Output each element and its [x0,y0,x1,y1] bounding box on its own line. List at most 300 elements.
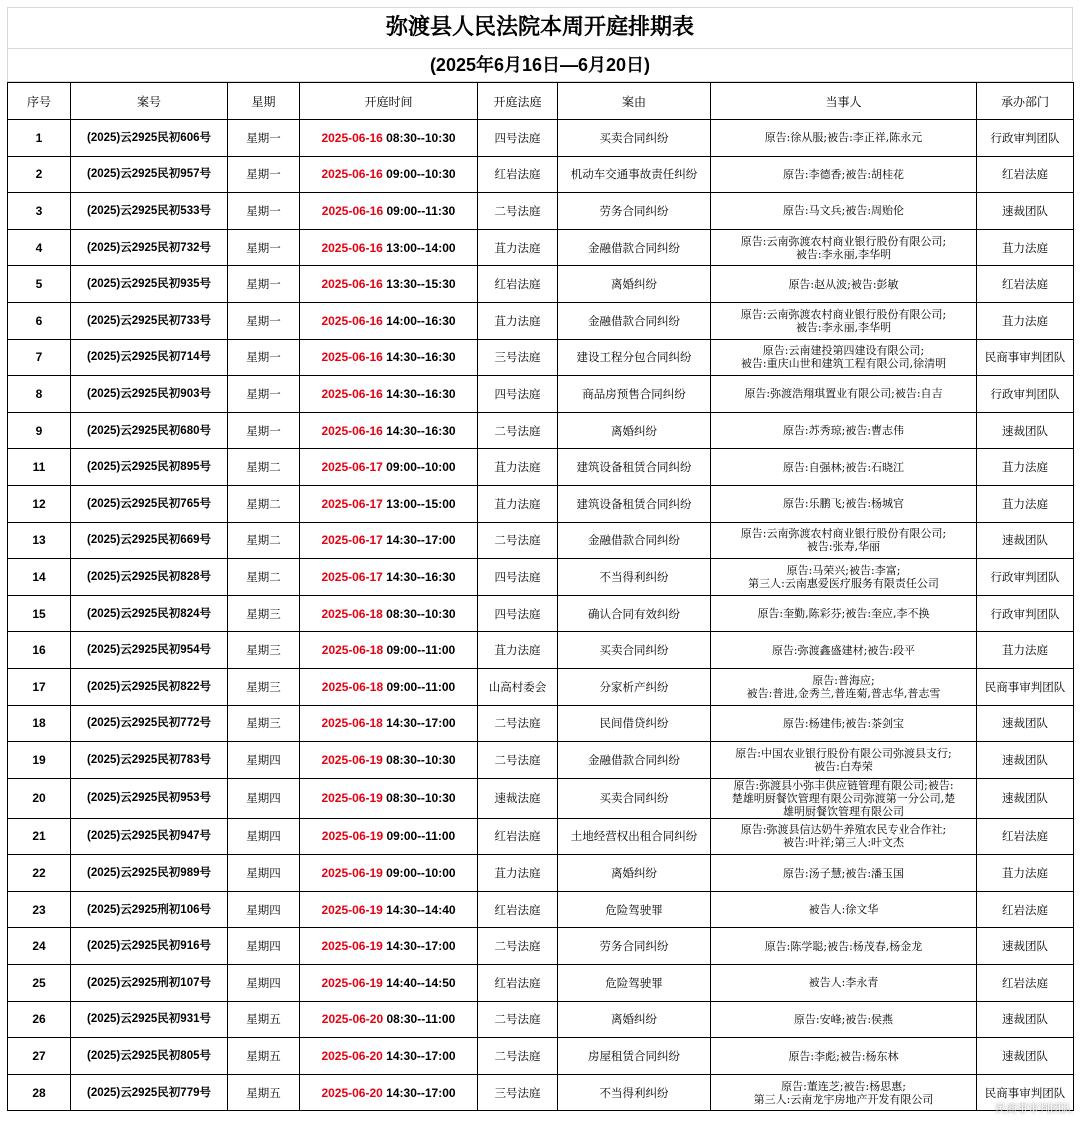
hearing-date: 2025-06-16 [321,423,383,438]
case-number: (2025)云2925民初772号 [71,705,228,742]
case-number: (2025)云2925民初828号 [71,559,228,596]
department: 苴力法庭 [977,485,1074,522]
case-cause: 劳务合同纠纷 [558,928,711,965]
hearing-hours: 13:30--15:30 [386,277,456,292]
row-number: 15 [8,595,71,632]
courtroom: 苴力法庭 [478,632,558,669]
case-number: (2025)云2925民初783号 [71,742,228,779]
hearing-time [300,302,478,339]
row-number: 23 [8,891,71,928]
party-line: 被告:重庆山世和建筑工程有限公司,徐清明 [740,357,947,371]
hearing-hours: 08:30--10:30 [386,752,456,767]
row-number: 7 [8,339,71,376]
table-row [8,778,1074,818]
party-line: 原告:云南建投第四建设有限公司; [762,344,925,358]
parties [711,742,977,779]
party-line: 原告:弥渡浩翔琪置业有限公司;被告:自吉 [744,387,943,401]
hearing-hours: 13:00--15:00 [386,496,456,511]
hearing-date: 2025-06-18 [321,606,383,621]
hearing-hours: 14:30--16:30 [386,569,456,584]
table-row [8,855,1074,892]
hearing-hours: 14:30--16:30 [386,386,456,401]
party-line: 原告:奎勤,陈彩芬;被告:奎应,李不换 [757,607,930,621]
department: 速裁团队 [977,778,1074,818]
party-line: 被告:李永丽,李华明 [795,247,892,261]
weekday: 星期一 [228,376,300,413]
case-cause: 危险驾驶罪 [558,965,711,1002]
party-line: 原告:李德香;被告:胡桂花 [782,167,905,181]
case-cause: 离婚纠纷 [558,412,711,449]
party-line: 被告:张寿,华丽 [806,540,881,554]
hearing-date: 2025-06-19 [321,829,384,844]
row-number: 28 [8,1074,71,1111]
page-subtitle: (2025年6月16日—6月20日) [7,48,1073,82]
case-number: (2025)云2925民初669号 [71,522,228,559]
row-number: 12 [8,485,71,522]
hearing-time [300,668,478,705]
department: 速裁团队 [977,742,1074,779]
parties [711,778,977,818]
case-cause: 建设工程分包合同纠纷 [558,339,711,376]
courtroom: 苴力法庭 [478,229,558,266]
hearing-date: 2025-06-17 [321,569,383,584]
parties [711,339,977,376]
table-row [8,485,1074,522]
hearing-hours: 08:30--10:30 [386,791,456,806]
column-header: 开庭法庭 [478,83,558,120]
case-number: (2025)云2925民初805号 [71,1038,228,1075]
hearing-date: 2025-06-16 [321,277,383,292]
hearing-date: 2025-06-19 [321,939,383,954]
courtroom: 四号法庭 [478,595,558,632]
hearing-time [300,376,478,413]
weekday: 星期一 [228,302,300,339]
party-line: 原告:马文兵;被告:周贻伦 [782,204,905,218]
table-row [8,891,1074,928]
row-number: 11 [8,449,71,486]
hearing-hours: 09:00--10:00 [386,866,456,881]
parties [711,485,977,522]
courtroom: 二号法庭 [478,193,558,230]
weekday: 星期三 [228,632,300,669]
table-row [8,522,1074,559]
column-header: 序号 [8,83,71,120]
case-cause: 买卖合同纠纷 [558,120,711,157]
weekday: 星期一 [228,339,300,376]
table-row [8,1038,1074,1075]
party-line: 原告:陈学聪;被告:杨茂春,杨金龙 [764,939,923,953]
weekday: 星期一 [228,229,300,266]
hearing-hours: 13:00--14:00 [386,240,456,255]
case-cause: 机动车交通事故责任纠纷 [558,156,711,193]
hearing-hours: 14:30--17:00 [386,939,456,954]
hearing-hours: 14:30--14:40 [386,902,456,917]
table-row [8,229,1074,266]
party-line: 被告人:徐文华 [808,903,879,917]
case-cause: 买卖合同纠纷 [558,632,711,669]
row-number: 19 [8,742,71,779]
column-header: 案号 [71,83,228,120]
courtroom: 山高村委会 [478,668,558,705]
weekday: 星期三 [228,595,300,632]
row-number: 6 [8,302,71,339]
courtroom: 二号法庭 [478,412,558,449]
party-line: 原告:汤子慧;被告:潘玉国 [782,866,905,880]
party-line: 被告:叶祥;第三人:叶文杰 [782,836,905,850]
parties [711,266,977,303]
courtroom: 红岩法庭 [478,156,558,193]
hearing-time [300,559,478,596]
case-number: (2025)云2925民初935号 [71,266,228,303]
parties [711,928,977,965]
parties [711,668,977,705]
department: 速裁团队 [977,412,1074,449]
case-number: (2025)云2925民初822号 [71,668,228,705]
party-line: 原告:苏秀琼;被告:曹志伟 [782,424,905,438]
hearing-date: 2025-06-16 [321,240,383,255]
table-row [8,339,1074,376]
case-cause: 金融借款合同纠纷 [558,302,711,339]
case-number: (2025)云2925刑初107号 [71,965,228,1002]
parties [711,559,977,596]
parties [711,1038,977,1075]
hearing-date: 2025-06-16 [321,386,383,401]
parties [711,855,977,892]
department: 苴力法庭 [977,855,1074,892]
case-number: (2025)云2925民初765号 [71,485,228,522]
parties [711,818,977,855]
row-number: 24 [8,928,71,965]
hearing-date: 2025-06-19 [321,866,383,881]
table-row [8,705,1074,742]
weekday: 星期五 [228,1038,300,1075]
case-cause: 离婚纠纷 [558,855,711,892]
department: 速裁团队 [977,705,1074,742]
party-line: 被告:白寿荣 [814,759,873,773]
table-row [8,412,1074,449]
case-cause: 不当得利纠纷 [558,559,711,596]
hearing-date: 2025-06-20 [321,1012,384,1027]
party-line: 原告:徐从服;被告:李正祥,陈永元 [764,131,923,145]
hearing-time [300,522,478,559]
courtroom: 红岩法庭 [478,965,558,1002]
hearing-date: 2025-06-16 [321,350,383,365]
hearing-date: 2025-06-20 [321,1049,383,1064]
case-number: (2025)云2925民初916号 [71,928,228,965]
parties [711,522,977,559]
table-row [8,595,1074,632]
case-cause: 不当得利纠纷 [558,1074,711,1111]
hearing-time [300,705,478,742]
courtroom: 二号法庭 [478,1038,558,1075]
case-number: (2025)云2925民初989号 [71,855,228,892]
weekday: 星期四 [228,855,300,892]
row-number: 4 [8,229,71,266]
hearing-hours: 09:00--11:00 [386,643,456,658]
hearing-date: 2025-06-16 [321,130,383,145]
department: 行政审判团队 [977,120,1074,157]
department: 民商事审判团队 [977,1074,1074,1111]
courtroom: 三号法庭 [478,339,558,376]
hearing-date: 2025-06-19 [321,752,383,767]
case-number: (2025)云2925民初732号 [71,229,228,266]
department: 红岩法庭 [977,965,1074,1002]
hearing-time [300,193,478,230]
case-number: (2025)云2925民初953号 [71,778,228,818]
table-row [8,156,1074,193]
parties [711,965,977,1002]
parties [711,891,977,928]
weekday: 星期四 [228,891,300,928]
hearing-time [300,632,478,669]
weekday: 星期二 [228,449,300,486]
hearing-hours: 09:00--10:00 [386,460,456,475]
row-number: 3 [8,193,71,230]
weekday: 星期四 [228,818,300,855]
hearing-time [300,1001,478,1038]
courtroom: 红岩法庭 [478,818,558,855]
party-line: 被告:李永丽,李华明 [795,320,892,334]
weekday: 星期四 [228,928,300,965]
party-line: 原告:弥渡县小弥丰供应链管理有限公司;被告: [733,778,954,792]
row-number: 16 [8,632,71,669]
case-cause: 土地经营权出租合同纠纷 [558,818,711,855]
department: 行政审判团队 [977,376,1074,413]
table-row [8,559,1074,596]
hearing-date: 2025-06-16 [321,203,384,218]
hearing-hours: 09:00--11:00 [386,679,456,694]
case-cause: 金融借款合同纠纷 [558,742,711,779]
party-line: 雄明厨餐饮管理有限公司 [783,804,904,818]
party-line: 原告:董连芝;被告:杨思惠; [781,1079,906,1093]
hearing-hours: 14:00--16:30 [386,313,456,328]
party-line: 原告:弥渡鑫盛建材;被告:段平 [771,643,916,657]
case-number: (2025)云2925民初957号 [71,156,228,193]
hearing-hours: 09:00--11:00 [386,829,456,844]
party-line: 原告:中国农业银行股份有限公司弥渡县支行; [735,746,952,760]
party-line: 原告:云南弥渡农村商业银行股份有限公司; [740,307,947,321]
department: 民商事审判团队 [977,668,1074,705]
case-cause: 民间借贷纠纷 [558,705,711,742]
parties [711,376,977,413]
hearing-time [300,818,478,855]
table-row [8,632,1074,669]
column-header: 当事人 [711,83,977,120]
row-number: 5 [8,266,71,303]
courtroom: 苴力法庭 [478,302,558,339]
hearing-date: 2025-06-16 [321,313,383,328]
hearing-date: 2025-06-20 [321,1085,383,1100]
courtroom: 二号法庭 [478,522,558,559]
hearing-time [300,595,478,632]
parties [711,1001,977,1038]
courtroom: 三号法庭 [478,1074,558,1111]
hearing-time [300,120,478,157]
weekday: 星期四 [228,778,300,818]
case-number: (2025)云2925民初714号 [71,339,228,376]
case-cause: 买卖合同纠纷 [558,778,711,818]
hearing-hours: 08:30--10:30 [386,130,456,145]
weekday: 星期三 [228,705,300,742]
table-row [8,928,1074,965]
weekday: 星期三 [228,668,300,705]
parties [711,229,977,266]
case-number: (2025)云2925民初903号 [71,376,228,413]
page-title: 弥渡县人民法院本周开庭排期表 [7,7,1073,48]
hearing-hours: 09:00--10:30 [386,167,456,182]
row-number: 9 [8,412,71,449]
party-line: 第三人:云南惠爱医疗服务有限责任公司 [748,576,939,590]
weekday: 星期一 [228,193,300,230]
table-row [8,668,1074,705]
parties [711,120,977,157]
table-row [8,120,1074,157]
courtroom: 四号法庭 [478,559,558,596]
hearing-date: 2025-06-17 [321,460,383,475]
hearing-date: 2025-06-19 [321,791,383,806]
hearing-hours: 14:30--17:00 [386,533,456,548]
row-number: 27 [8,1038,71,1075]
department: 行政审判团队 [977,595,1074,632]
weekday: 星期二 [228,559,300,596]
parties [711,595,977,632]
schedule-table [7,82,1074,1111]
hearing-date: 2025-06-17 [321,533,383,548]
party-line: 原告:乐鹏飞;被告:杨城官 [782,497,905,511]
case-number: (2025)云2925民初779号 [71,1074,228,1111]
weekday: 星期一 [228,412,300,449]
hearing-hours: 14:30--16:30 [386,423,456,438]
courtroom: 四号法庭 [478,376,558,413]
table-row [8,742,1074,779]
row-number: 8 [8,376,71,413]
row-number: 25 [8,965,71,1002]
department: 苴力法庭 [977,449,1074,486]
weekday: 星期四 [228,965,300,1002]
row-number: 14 [8,559,71,596]
courtroom: 二号法庭 [478,705,558,742]
courtroom: 苴力法庭 [478,855,558,892]
weekday: 星期四 [228,742,300,779]
row-number: 17 [8,668,71,705]
table-row [8,818,1074,855]
hearing-time [300,339,478,376]
case-cause: 房屋租赁合同纠纷 [558,1038,711,1075]
table-row [8,1074,1074,1111]
department: 速裁团队 [977,193,1074,230]
hearing-time [300,742,478,779]
case-cause: 确认合同有效纠纷 [558,595,711,632]
table-row [8,376,1074,413]
courtroom: 二号法庭 [478,1001,558,1038]
row-number: 26 [8,1001,71,1038]
case-cause: 金融借款合同纠纷 [558,229,711,266]
table-row [8,965,1074,1002]
courtroom: 速裁法庭 [478,778,558,818]
hearing-time [300,1038,478,1075]
hearing-date: 2025-06-16 [321,167,383,182]
department: 红岩法庭 [977,266,1074,303]
case-number: (2025)云2925刑初106号 [71,891,228,928]
table-header-row [8,83,1074,120]
department: 红岩法庭 [977,818,1074,855]
courtroom: 苴力法庭 [478,485,558,522]
department: 速裁团队 [977,1038,1074,1075]
row-number: 20 [8,778,71,818]
department: 苴力法庭 [977,302,1074,339]
hearing-time [300,965,478,1002]
case-cause: 建筑设备租赁合同纠纷 [558,449,711,486]
table-row [8,1001,1074,1038]
parties [711,302,977,339]
hearing-time [300,855,478,892]
case-number: (2025)云2925民初733号 [71,302,228,339]
parties [711,1074,977,1111]
party-line: 原告:自强林;被告:石晓江 [782,460,905,474]
hearing-hours: 14:30--17:00 [386,716,456,731]
schedule-sheet [7,7,1073,1111]
parties [711,705,977,742]
row-number: 13 [8,522,71,559]
case-cause: 建筑设备租赁合同纠纷 [558,485,711,522]
column-header: 案由 [558,83,711,120]
department: 苴力法庭 [977,229,1074,266]
hearing-hours: 14:30--17:00 [386,1049,456,1064]
department: 速裁团队 [977,1001,1074,1038]
hearing-time [300,891,478,928]
table-row [8,266,1074,303]
parties [711,156,977,193]
department: 红岩法庭 [977,156,1074,193]
party-line: 被告:普进,金秀兰,普连菊,普志华,普志雪 [746,686,941,700]
row-number: 18 [8,705,71,742]
case-cause: 离婚纠纷 [558,266,711,303]
hearing-date: 2025-06-18 [321,716,383,731]
case-number: (2025)云2925民初947号 [71,818,228,855]
case-cause: 劳务合同纠纷 [558,193,711,230]
weekday: 星期二 [228,522,300,559]
party-line: 原告:马荣兴;被告:李富; [786,563,901,577]
table-row [8,449,1074,486]
table-row [8,193,1074,230]
party-line: 第三人:云南龙宇房地产开发有限公司 [753,1092,934,1106]
hearing-date: 2025-06-19 [321,975,383,990]
hearing-time [300,928,478,965]
hearing-hours: 14:30--17:00 [386,1085,456,1100]
courtroom: 苴力法庭 [478,449,558,486]
row-number: 2 [8,156,71,193]
weekday: 星期一 [228,120,300,157]
row-number: 1 [8,120,71,157]
party-line: 原告:云南弥渡农村商业银行股份有限公司; [740,527,947,541]
department: 民商事审判团队 [977,339,1074,376]
party-line: 原告:云南弥渡农村商业银行股份有限公司; [740,234,947,248]
hearing-date: 2025-06-18 [321,679,384,694]
hearing-time [300,449,478,486]
table-body [8,120,1074,1111]
department: 行政审判团队 [977,559,1074,596]
hearing-time [300,778,478,818]
party-line: 原告:李彪;被告:杨东林 [788,1049,899,1063]
hearing-date: 2025-06-18 [321,643,384,658]
case-number: (2025)云2925民初680号 [71,412,228,449]
department: 速裁团队 [977,928,1074,965]
column-header: 星期 [228,83,300,120]
courtroom: 二号法庭 [478,928,558,965]
hearing-date: 2025-06-19 [321,902,383,917]
courtroom: 二号法庭 [478,742,558,779]
party-line: 原告:弥渡县信达奶牛养殖农民专业合作社; [740,823,947,837]
